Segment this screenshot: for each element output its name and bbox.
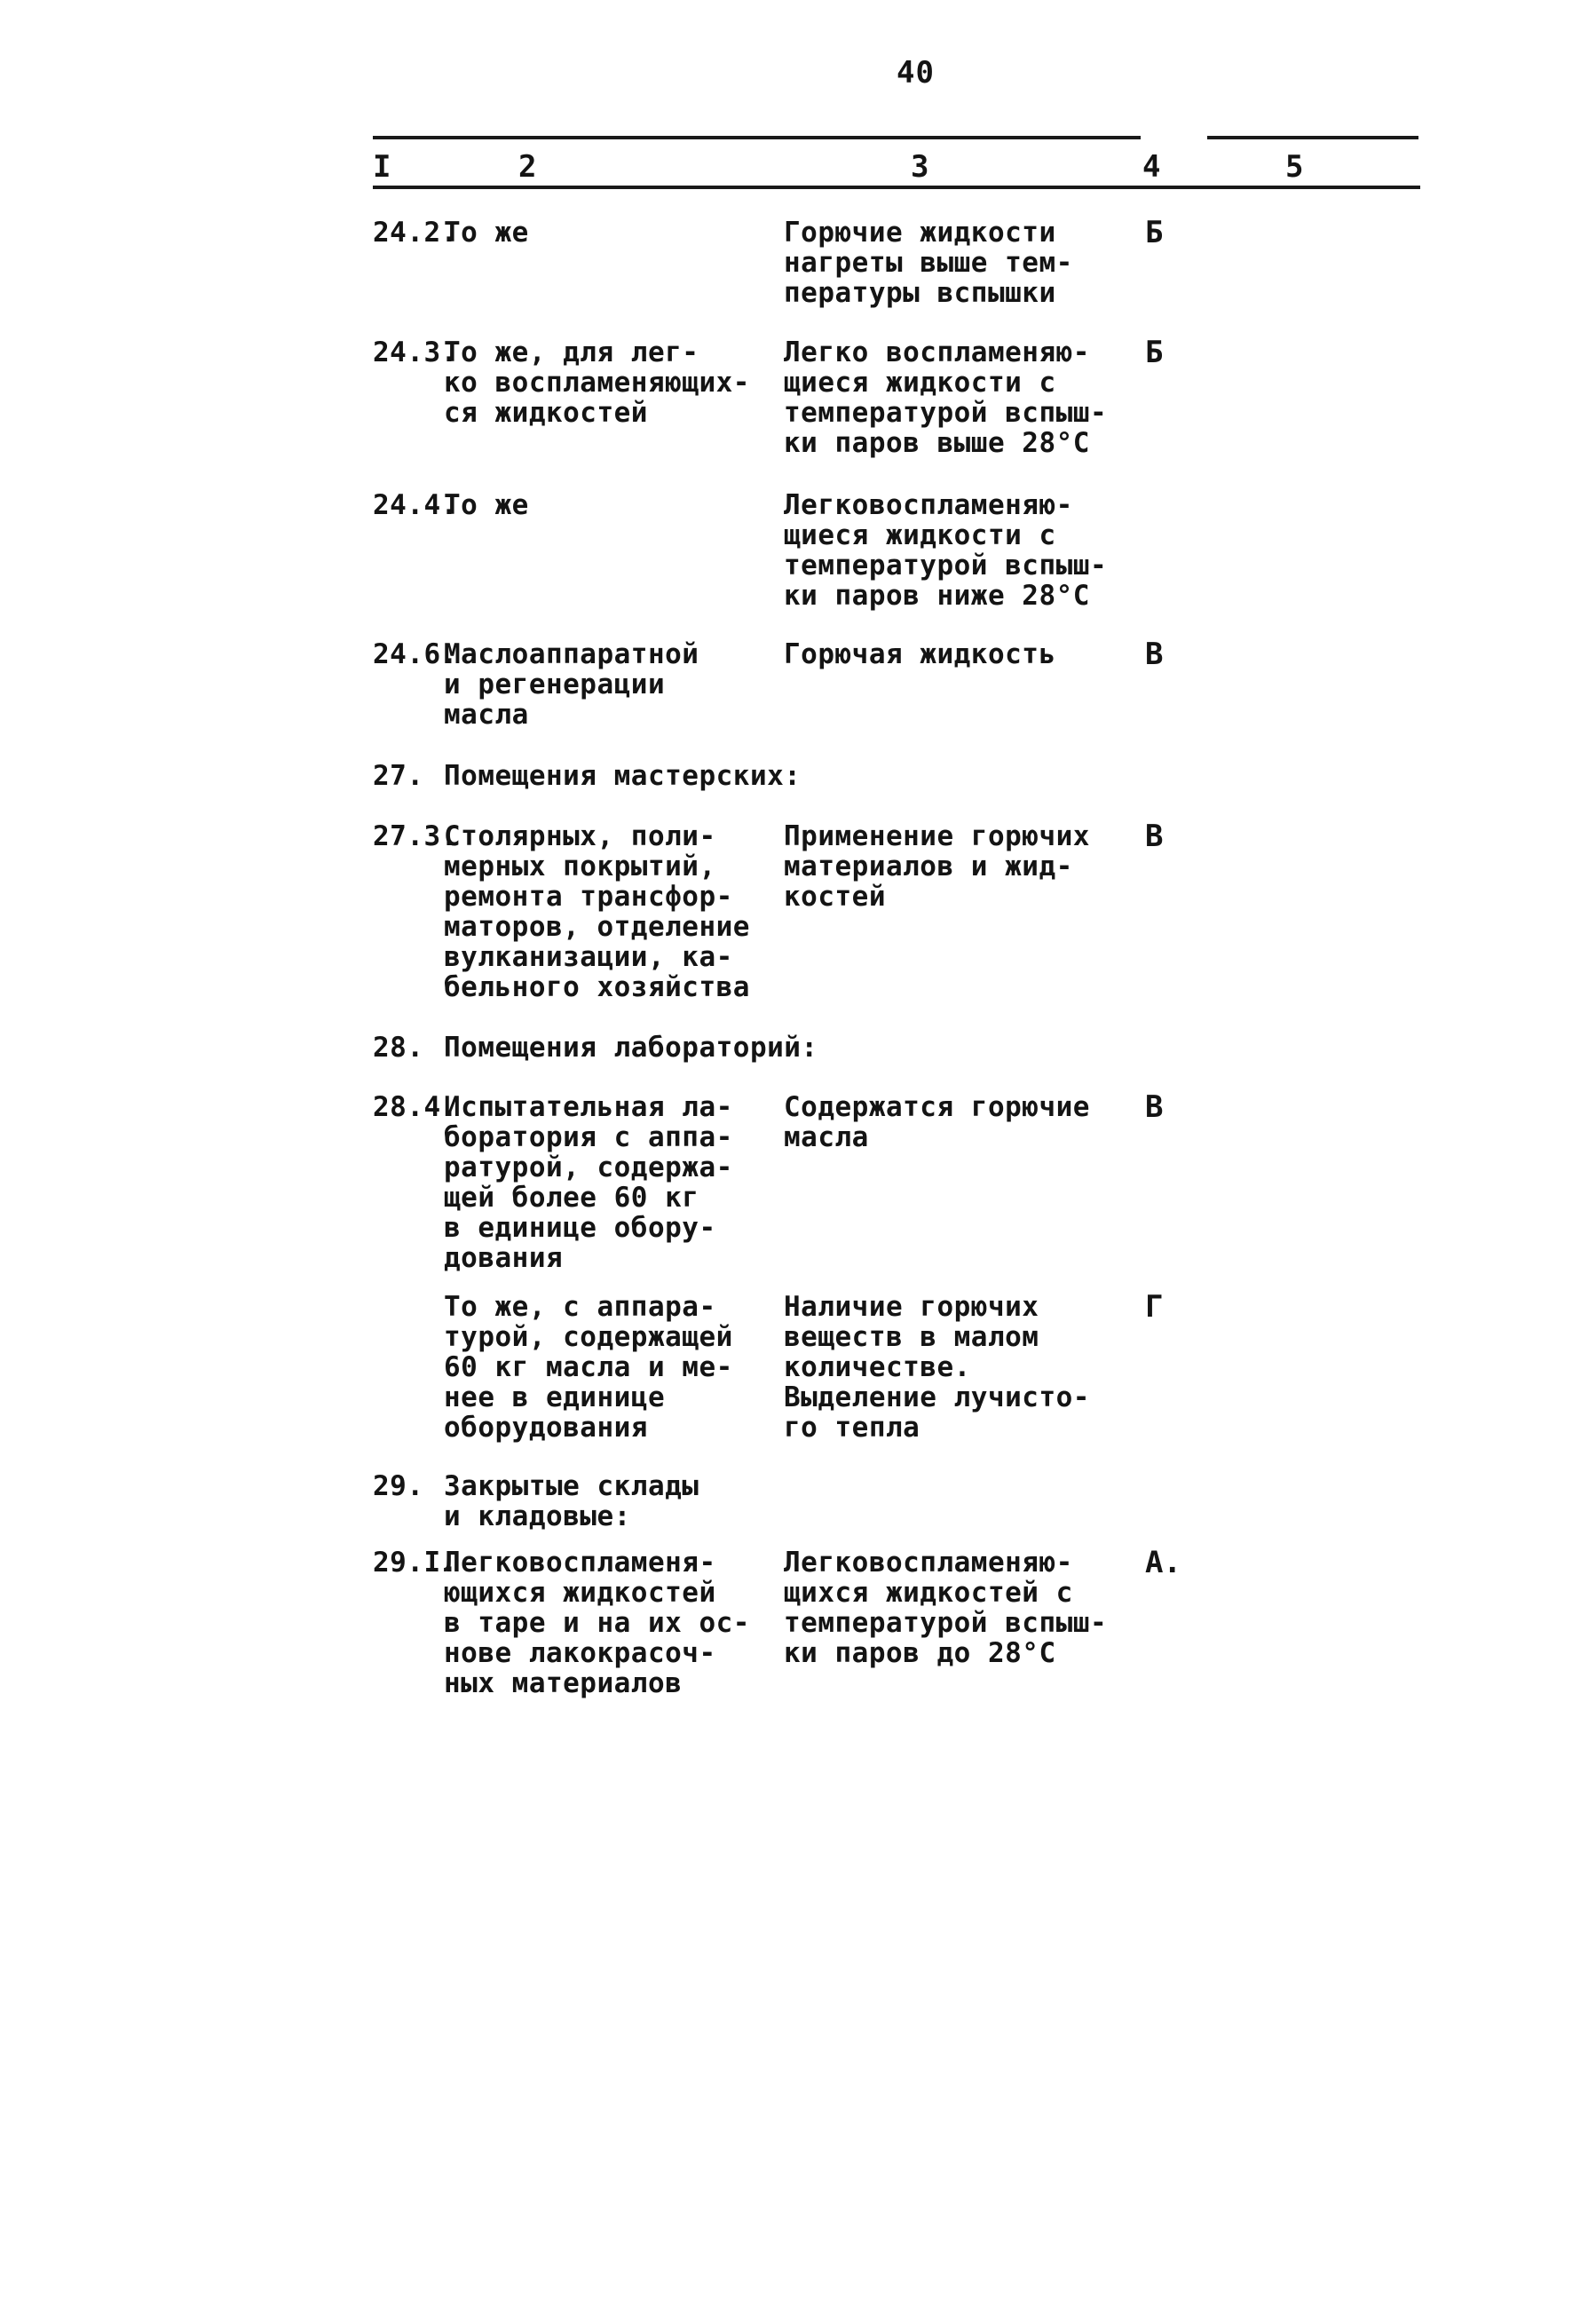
section-29-num: 29. (373, 1470, 424, 1502)
column-header-2: 2 (518, 149, 537, 185)
section-27-num: 27. (373, 760, 424, 792)
row-24-2-num: 24.2. (373, 217, 458, 249)
row-28-4-num: 28.4. (373, 1091, 458, 1123)
row-27-3-num: 27.3. (373, 820, 458, 852)
section-28-num: 28. (373, 1032, 424, 1064)
row-24-3-name: То же, для лег- ко воспламеняющих- ся жидкостей (444, 336, 750, 429)
row-28-4b-name: То же, с аппара- турой, содержащей 60 кг масла и ме- нее в единице оборудования (444, 1291, 733, 1444)
column-header-3: 3 (911, 149, 929, 185)
row-24-4-desc: Легковоспламеняю- щиеся жидкости с температурой вспыш- ки паров ниже 28°С (784, 489, 1108, 612)
row-24-3-num: 24.3. (373, 336, 458, 368)
page-number: 40 (897, 55, 935, 91)
row-24-3-category: Б (1145, 335, 1164, 370)
row-29-1-name: Легковоспламеня- ющихся жидкостей в таре и на их ос- нове лакокрасоч- ных материалов (444, 1547, 750, 1699)
row-27-3-category: В (1145, 819, 1164, 854)
row-24-3-desc: Легко воспламеняю- щиеся жидкости с температурой вспыш- ки паров выше 28°С (784, 336, 1108, 459)
row-27-3-name: Столярных, поли- мерных покрытий, ремонта трансфор- маторов, отделение вулканизации, ка- бельного хозяйства (444, 820, 750, 1003)
row-24-6-num: 24.6. (373, 638, 458, 670)
row-24-4-name: То же (444, 489, 529, 521)
row-24-6-name: Маслоаппаратной и регенерации масла (444, 638, 699, 731)
section-29-title: Закрытые склады и кладовые: (444, 1470, 699, 1532)
row-24-6-desc: Горючая жидкость (784, 638, 1056, 670)
row-24-2-desc: Горючие жидкости нагреты выше тем- пературы вспышки (784, 217, 1073, 309)
top-rule-right (1207, 136, 1418, 139)
row-28-4-desc: Содержатся горючие масла (784, 1091, 1090, 1153)
row-24-2-category: Б (1145, 215, 1164, 250)
row-29-1-category: А. (1145, 1545, 1181, 1580)
section-27-title: Помещения мастерских: (444, 760, 802, 792)
column-header-1: I (373, 149, 391, 185)
row-28-4b-desc: Наличие горючих веществ в малом количестве. Выделение лучисто- го тепла (784, 1291, 1090, 1444)
row-29-1-desc: Легковоспламеняю- щихся жидкостей с температурой вспыш- ки паров до 28°С (784, 1547, 1108, 1669)
row-27-3-desc: Применение горючих материалов и жид- костей (784, 820, 1090, 913)
column-header-4: 4 (1142, 149, 1161, 185)
row-29-1-num: 29.I. (373, 1547, 458, 1579)
row-24-4-num: 24.4. (373, 489, 458, 521)
row-28-4b-category: Г (1145, 1289, 1164, 1325)
section-28-title: Помещения лабораторий: (444, 1032, 818, 1064)
header-bottom-rule (373, 186, 1420, 189)
row-28-4-name: Испытательная ла- боратория с аппа- ратурой, содержа- щей более 60 кг в единице обору- дования (444, 1091, 733, 1274)
row-24-2-name: То же (444, 217, 529, 249)
top-rule-left (373, 136, 1141, 139)
row-28-4-category: В (1145, 1089, 1164, 1125)
row-24-6-category: В (1145, 637, 1164, 672)
column-header-5: 5 (1285, 149, 1304, 185)
